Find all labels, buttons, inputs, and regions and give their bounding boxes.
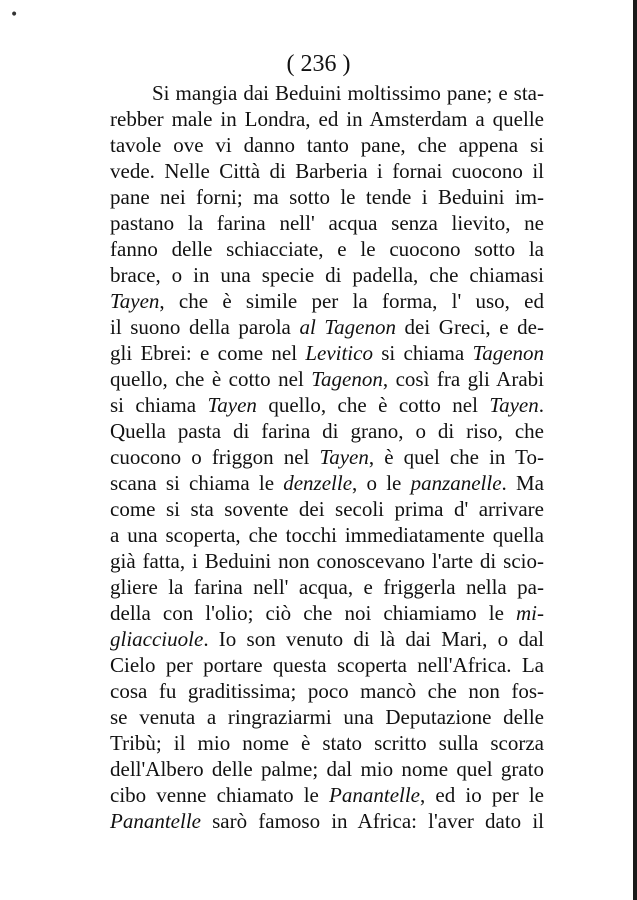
text-line [110, 106, 544, 132]
text-segment: rebber male in Londra, ed in Amsterdam a quelle [110, 107, 544, 131]
italic-text: al Tagenon [299, 315, 396, 339]
text-line [110, 210, 544, 236]
text-segment: , è quel che in To- [368, 445, 544, 469]
corner-mark: • [10, 7, 19, 23]
text-segment: dei Greci, e de- [395, 315, 544, 339]
text-segment: cosa fu graditissima; poco mancò che non fos- [110, 679, 544, 703]
text-line [110, 288, 544, 314]
text-segment: a una scoperta, che tocchi immediatamente quella [110, 523, 544, 547]
text-line [110, 782, 544, 808]
text-segment: , ed io per le [420, 783, 544, 807]
italic-text: Tagenon [311, 367, 383, 391]
text-segment: , o le [352, 471, 411, 495]
text-segment: , che è simile per la forma, l' uso, ed [159, 289, 544, 313]
text-segment: si chiama [372, 341, 473, 365]
text-line [110, 574, 544, 600]
text-segment: . Io son venuto di là dai Mari, o dal [203, 627, 544, 651]
text-segment: Si mangia dai Beduini moltissimo pane; e sta- [152, 81, 544, 105]
text-line [110, 444, 544, 470]
text-segment: come si sta sovente dei secoli prima d' arrivare [110, 497, 544, 521]
text-segment: Tribù; il mio nome è stato scritto sulla scorza [110, 731, 544, 755]
body-text [110, 80, 544, 834]
text-segment: Cielo per portare questa scoperta nell'Africa. La [110, 653, 544, 677]
text-segment: . Ma [501, 471, 544, 495]
text-line [110, 366, 544, 392]
italic-text: Tayen [319, 445, 369, 469]
text-line [110, 496, 544, 522]
text-segment: pastano la farina nell' acqua senza lievito, ne [110, 211, 544, 235]
text-line [110, 262, 544, 288]
text-line [110, 158, 544, 184]
text-segment: quello, che è cotto nel [256, 393, 490, 417]
text-line [110, 470, 544, 496]
text-line [110, 392, 544, 418]
text-segment: sarò famoso in Africa: l'aver dato il [200, 809, 544, 833]
text-line [110, 600, 544, 626]
text-segment: cuocono o friggon nel [110, 445, 320, 469]
italic-text: panzanelle [410, 471, 502, 495]
italic-text: Panantelle [329, 783, 421, 807]
text-line [110, 314, 544, 340]
text-line [110, 756, 544, 782]
text-segment: . [538, 393, 544, 417]
italic-text: Tayen [110, 289, 160, 313]
text-line [110, 548, 544, 574]
text-segment: se venuta a ringraziarmi una Deputazione delle [110, 705, 544, 729]
italic-text: Levitico [305, 341, 373, 365]
text-line [110, 652, 544, 678]
text-line [110, 418, 544, 444]
italic-text: Tayen [489, 393, 539, 417]
text-segment: brace, o in una specie di padella, che chiamasi [110, 263, 544, 287]
text-line [110, 132, 544, 158]
text-segment: quello, che è cotto nel [110, 367, 312, 391]
text-segment: tavole ove vi danno tanto pane, che appena si [110, 133, 544, 157]
page-number: ( 236 ) [286, 51, 351, 77]
text-line [110, 704, 544, 730]
text-segment: , così fra gli Arabi [382, 367, 544, 391]
text-segment: già fatta, i Beduini non conoscevano l'arte di scio- [110, 549, 544, 573]
text-line [110, 184, 544, 210]
text-line [110, 626, 544, 652]
text-line [110, 522, 544, 548]
text-segment: gliere la farina nell' acqua, e friggerla nella pa- [110, 575, 544, 599]
text-segment: della con l'olio; ciò che noi chiamiamo le [110, 601, 516, 625]
text-segment: si chiama [110, 393, 208, 417]
text-segment: il suono della parola [110, 315, 300, 339]
text-line [110, 808, 544, 834]
text-line [110, 340, 544, 366]
italic-text: Tayen [207, 393, 257, 417]
italic-text: mi- [516, 601, 544, 625]
text-line [110, 678, 544, 704]
italic-text: Tagenon [472, 341, 545, 365]
text-segment: fanno delle schiacciate, e le cuocono sotto la [110, 237, 544, 261]
italic-text: Panantelle [110, 809, 201, 833]
italic-text: denzelle [283, 471, 353, 495]
text-line [110, 730, 544, 756]
text-segment: dell'Albero delle palme; dal mio nome quel grato [110, 757, 544, 781]
text-line [110, 80, 544, 106]
text-segment: vede. Nelle Città di Barberia i fornai cuocono il [110, 159, 544, 183]
page-edge-shadow [633, 0, 637, 900]
text-segment: scana si chiama le [110, 471, 284, 495]
text-segment: cibo venne chiamato le [110, 783, 330, 807]
text-segment: Quella pasta di farina di grano, o di riso, che [110, 419, 544, 443]
text-line [110, 236, 544, 262]
text-segment: pane nei forni; ma sotto le tende i Beduini im- [110, 185, 544, 209]
italic-text: gliacciuole [110, 627, 204, 651]
text-segment: gli Ebrei: e come nel [110, 341, 306, 365]
